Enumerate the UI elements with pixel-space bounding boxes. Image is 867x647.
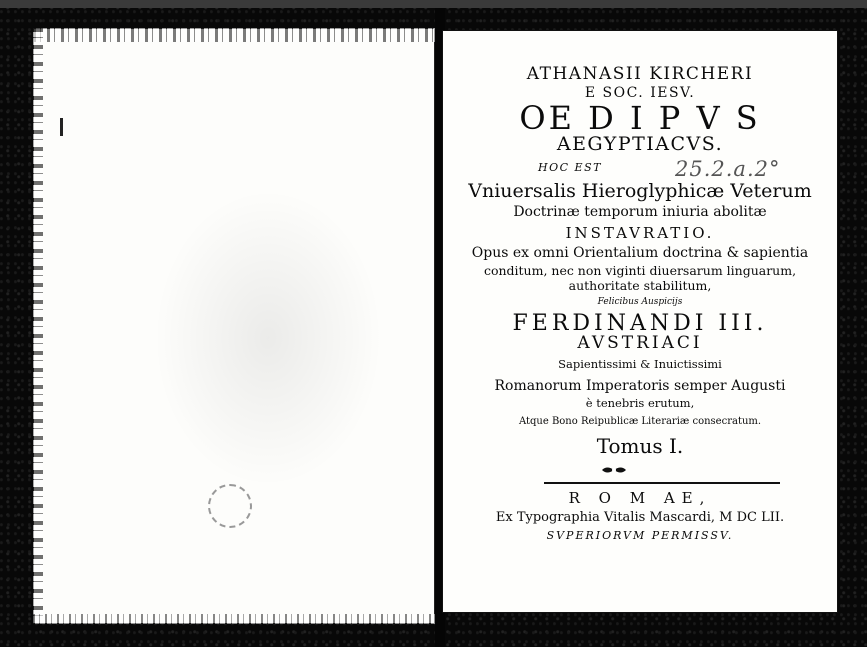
verso-top-edge <box>33 28 435 42</box>
superiorum-line: SVPERIORVM PERMISSV. <box>546 529 734 542</box>
title-page <box>442 30 838 613</box>
verso-left-edge <box>33 28 43 624</box>
tenebris-line: è tenebris erutum, <box>585 396 695 410</box>
ferdinand-line: FERDINANDI III. <box>512 311 768 336</box>
verso-show-through <box>153 188 383 488</box>
atque-line: Atque Bono Reipublicæ Literariæ consecratum. <box>518 416 762 427</box>
imperator-line: Romanorum Imperatoris semper Augusti <box>494 378 786 394</box>
opus-line-1: Opus ex omni Orientalium doctrina & sapientia <box>471 245 809 261</box>
imprint-rule <box>544 482 780 484</box>
instauratio-line: INSTAVRATIO. <box>565 224 715 242</box>
title-line-2: Doctrinæ temporum iniuria abolitæ <box>513 204 767 220</box>
typographia-line: Ex Typographia Vitalis Mascardi, M DC LII. <box>495 510 785 525</box>
verso-ink-mark <box>60 118 63 136</box>
austriaci-line: AVSTRIACI <box>577 333 703 353</box>
verso-bottom-edge <box>33 614 435 624</box>
opus-line-3: authoritate stabilitum, <box>568 278 712 293</box>
society-line: E SOC. IESV. <box>584 85 696 101</box>
library-stamp <box>208 484 252 528</box>
auspiciis-line: Felicibus Auspicijs <box>597 297 683 307</box>
title-line-1: Vniuersalis Hieroglyphicæ Veterum <box>468 180 812 202</box>
scan-top-edge <box>0 0 867 8</box>
author-line: ATHANASII KIRCHERI <box>526 64 754 84</box>
roma-line: R O M AE, <box>568 489 712 507</box>
fleuron-ornament-icon <box>600 465 628 475</box>
verso-blank-page <box>33 28 435 624</box>
opus-line-2: conditum, nec non viginti diuersarum linguarum, <box>483 263 797 278</box>
hoc-est: HOC EST <box>538 161 602 174</box>
manuscript-shelfmark: 25.2.a.2° <box>675 157 781 181</box>
tomus-line: Tomus I. <box>596 434 684 458</box>
sapientissimi-line: Sapientissimi & Inuictissimi <box>558 357 722 371</box>
subtitle: AEGYPTIACVS. <box>556 133 724 155</box>
main-title: OE D I P V S <box>519 99 761 137</box>
